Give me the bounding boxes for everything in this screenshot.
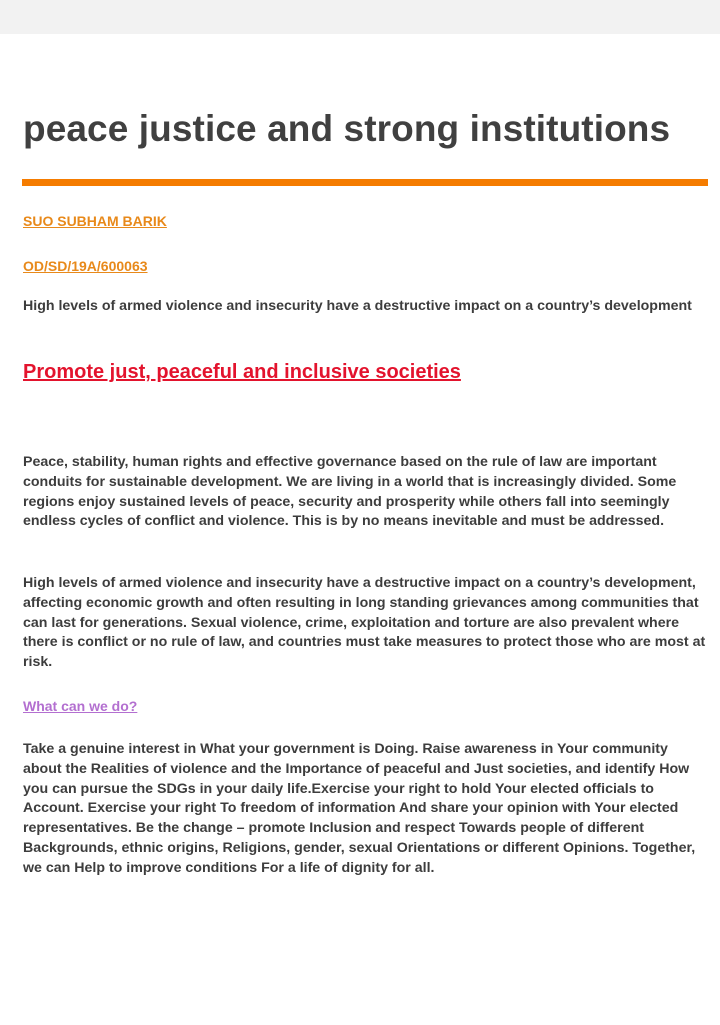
paragraph-armed-violence: High levels of armed violence and insecurity have a destructive impact on a country’s development, affecting economic growth and often resulting in long standing grievances among communities that can last for generations. Sexual violence, crime, exploitation and torture are also prevalent where there is conflict or no rule of law, and countries must take measures to protect those who are most at risk. [23, 575, 706, 671]
paragraph-peace-stability: Peace, stability, human rights and effective governance based on the rule of law are important conduits for sustainable development. We are living in a world that is increasingly divided. Some regions enjoy sustained levels of peace, security and prosperity while others fall into seemingly endless cycles of conflict and violence. This is by no means inevitable and must be addressed. [23, 454, 677, 530]
registration-id-link[interactable]: OD/SD/19A/600063 [23, 258, 148, 274]
intro-paragraph: High levels of armed violence and insecurity have a destructive impact on a country’s development [23, 298, 692, 314]
top-bar [0, 0, 720, 34]
document-page [0, 34, 720, 1025]
title-divider [22, 179, 708, 186]
paragraph-actions: Take a genuine interest in What your government is Doing. Raise awareness in Your community about the Realities of violence and the Importance of peaceful and Just societies, and identify How you can pursue the SDGs in your daily life.Exercise your right to hold Your elected officials to Account. Exercise your right To freedom of information And share your opinion with Your elected representatives. Be the change – promote Inclusion and respect Towards people of different Backgrounds, ethnic origins, Religions, gender, sexual Orientations or different Opinions. Together, we can Help to improve conditions For a life of dignity for all. [23, 741, 696, 876]
section-heading[interactable]: Promote just, peaceful and inclusive societies [23, 361, 461, 383]
what-can-we-do-link[interactable]: What can we do? [23, 698, 138, 714]
author-link[interactable]: SUO SUBHAM BARIK [23, 213, 167, 229]
page-title: peace justice and strong institutions [23, 108, 671, 149]
